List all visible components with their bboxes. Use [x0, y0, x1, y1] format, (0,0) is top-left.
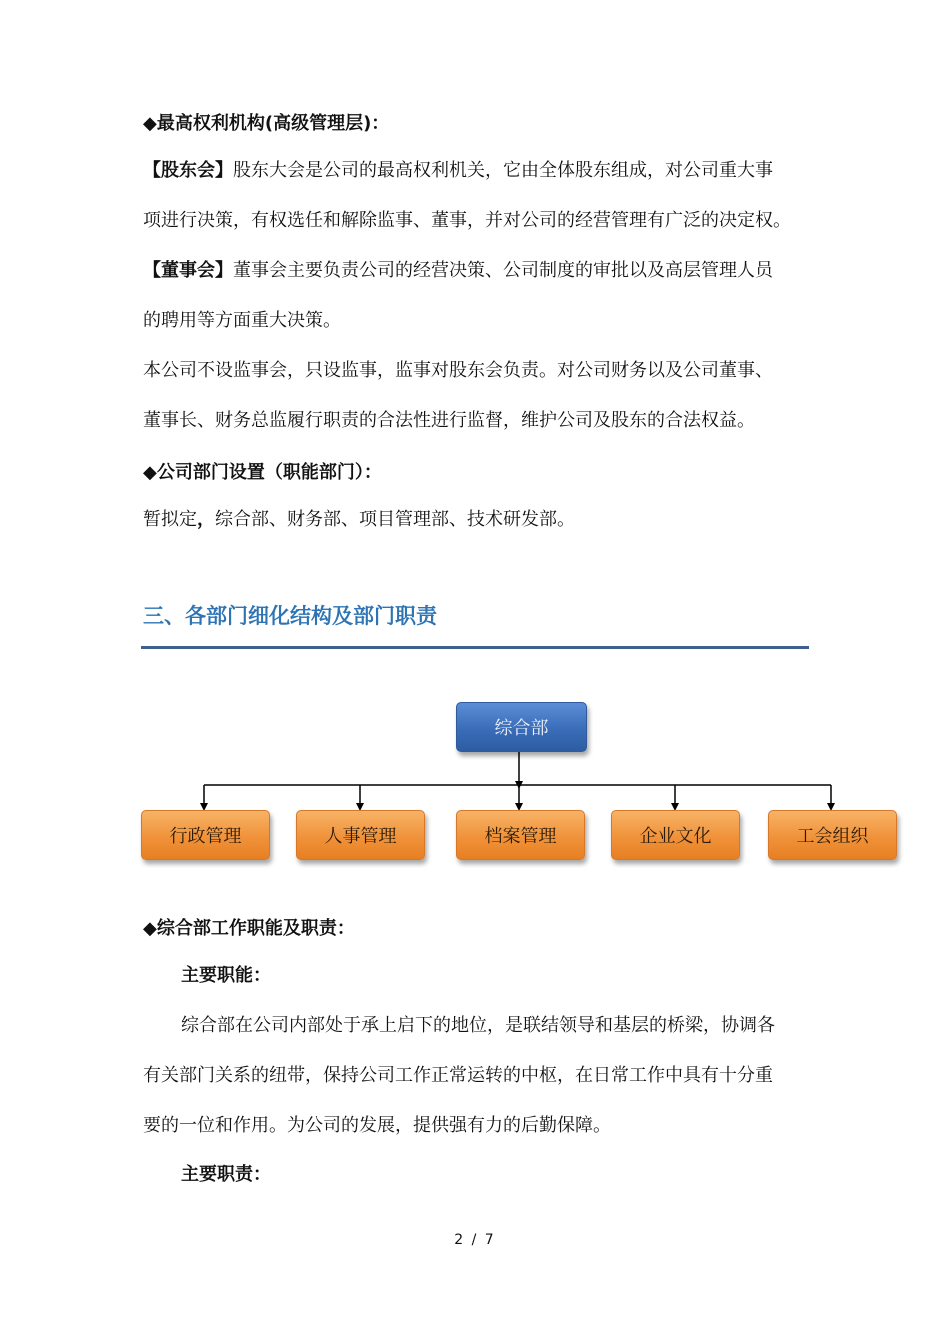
paragraph-supervisor-line1: 本公司不设监事会，只设监事，监事对股东会负责。对公司财务以及公司董事、 [143, 360, 773, 381]
org-child-archives: 档案管理 [456, 810, 585, 860]
text-board-line1: 董事会主要负责公司的经营决策、公司制度的审批以及高层管理人员 [233, 260, 773, 281]
paragraph-functions-line3: 要的一位和作用。为公司的发展，提供强有力的后勤保障。 [143, 1115, 611, 1136]
text-shareholders-line1: 股东大会是公司的最高权利机关，它由全体股东组成，对公司重大事 [233, 160, 773, 181]
section-title: 三、各部门细化结构及部门职责 [143, 604, 437, 628]
paragraph-functions-line1: 综合部在公司内部处于承上启下的地位，是联结领导和基层的桥梁，协调各 [181, 1015, 775, 1036]
paragraph-supervisor-line2: 董事长、财务总监履行职责的合法性进行监督，维护公司及股东的合法权益。 [143, 410, 755, 431]
heading-highest-authority: ◆最高权利机构(高级管理层)： [143, 113, 390, 134]
heading-departments: ◆公司部门设置（职能部门）： [143, 462, 382, 483]
paragraph-functions-line2: 有关部门关系的纽带，保持公司工作正常运转的中枢，在日常工作中具有十分重 [143, 1065, 773, 1086]
label-main-duties: 主要职责： [181, 1164, 271, 1185]
label-board: 【董事会】 [143, 260, 233, 281]
label-shareholders: 【股东会】 [143, 160, 233, 181]
heading-general-dept: ◆综合部工作职能及职责： [143, 918, 355, 939]
org-child-union: 工会组织 [768, 810, 897, 860]
org-child-culture: 企业文化 [611, 810, 740, 860]
text-departments-prefix: 暂拟定 [143, 509, 197, 530]
org-child-hr: 人事管理 [296, 810, 425, 860]
org-root-box: 综合部 [456, 702, 587, 752]
text-departments-rest: 综合部、财务部、项目管理部、技术研发部。 [215, 509, 575, 530]
label-main-functions: 主要职能： [181, 965, 271, 986]
org-child-admin: 行政管理 [141, 810, 270, 860]
paragraph-board-line2: 的聘用等方面重大决策。 [143, 310, 341, 331]
paragraph-shareholders-line2: 项进行决策，有权选任和解除监事、董事，并对公司的经营管理有广泛的决定权。 [143, 210, 791, 231]
text-departments-sep: ， [197, 509, 215, 530]
page-number: 2 / 7 [454, 1232, 496, 1248]
